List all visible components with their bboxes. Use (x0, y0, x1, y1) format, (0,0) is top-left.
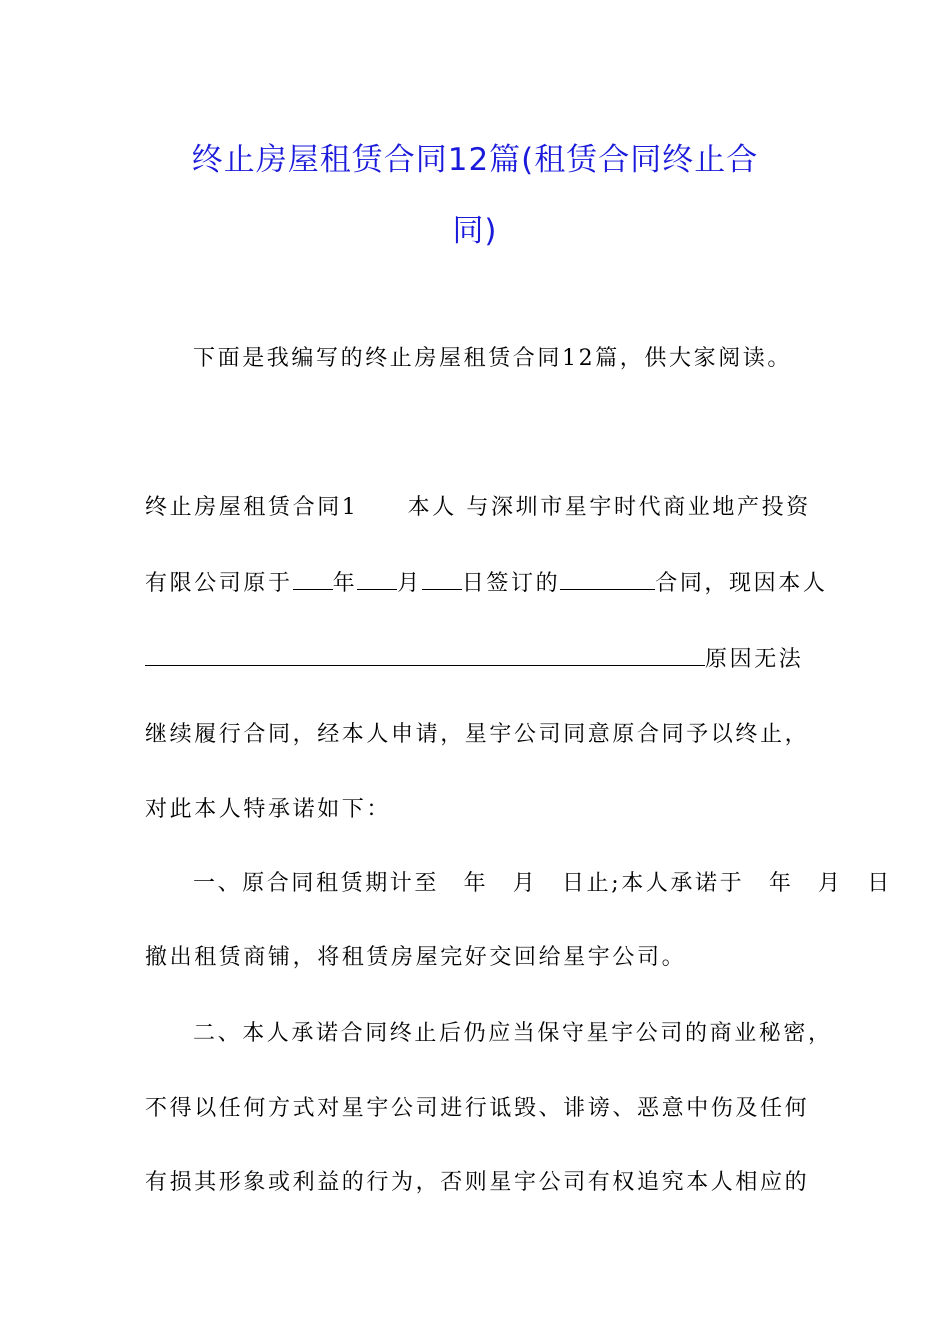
clause-2-line-3: 有损其形象或利益的行为，否则星宇公司有权追究本人相应的 (145, 1170, 810, 1195)
clause-2-line-2: 不得以任何方式对星宇公司进行诋毁、诽谤、恶意中伤及任何 (145, 1096, 810, 1121)
body-line-2-text-a: 有限公司原于 (145, 571, 293, 596)
body-line-5: 对此本人特承诺如下： (145, 797, 392, 822)
document-title-line-1: 终止房屋租赁合同12篇(租赁合同终止合 (191, 142, 759, 178)
clause-1-line-2: 撤出租赁商铺，将租赁房屋完好交回给星宇公司。 (145, 945, 687, 970)
body-line-3 (145, 645, 805, 675)
body-line-2 (145, 569, 828, 599)
document-title-line-2: 同) (452, 213, 498, 249)
blank-year-underline (293, 569, 333, 590)
clause-2-line-1: 二、本人承诺合同终止后仍应当保守星宇公司的商业秘密， (193, 1021, 833, 1046)
blank-contract-underline (560, 569, 655, 590)
blank-day-underline (422, 569, 462, 590)
body-line-2-text-b: 年 (332, 571, 358, 596)
body-line-2-text-c: 月 (397, 571, 422, 596)
body-line-4: 继续履行合同，经本人申请，星宇公司同意原合同予以终止， (145, 722, 810, 747)
blank-reason-underline (145, 645, 705, 666)
body-line-2-text-e: 合同，现因本人 (655, 571, 828, 596)
body-line-3-text: 原因无法 (705, 647, 804, 672)
body-line-1: 终止房屋租赁合同1 本人 与深圳市星宇时代商业地产投资 (145, 495, 811, 520)
intro-paragraph: 下面是我编写的终止房屋租赁合同12篇，供大家阅读。 (193, 346, 792, 371)
clause-1-line-1: 一、原合同租赁期计至 年 月 日止;本人承诺于 年 月 日 (193, 871, 892, 896)
blank-month-underline (357, 569, 397, 590)
body-line-2-text-d: 日签订的 (461, 571, 561, 596)
